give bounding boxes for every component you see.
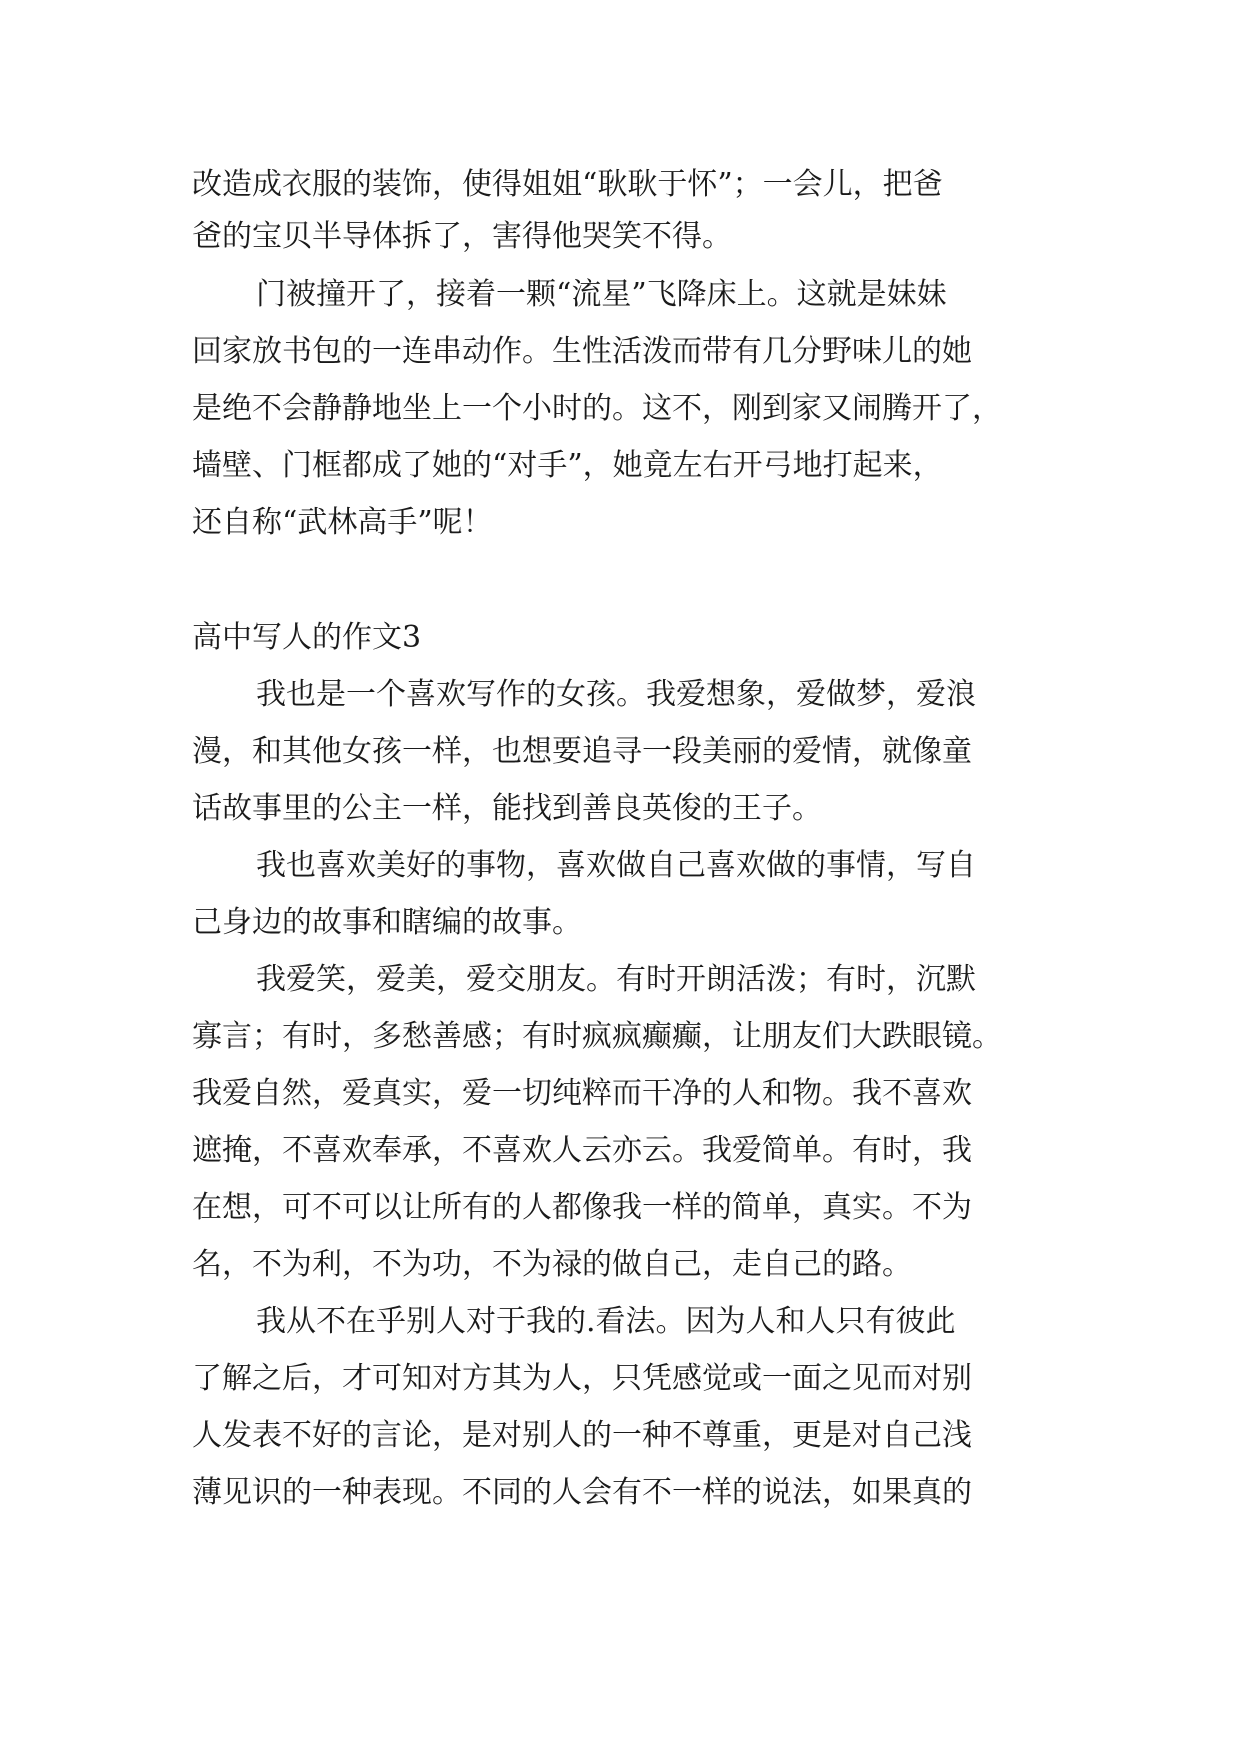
paragraph-line: 还自称“武林高手”呢！ [192, 505, 493, 540]
paragraph-line: 回家放书包的一连串动作。生性活泼而带有几分野味儿的她 [192, 334, 972, 369]
paragraph-line: 改造成衣服的装饰，使得姐姐“耿耿于怀”；一会儿，把爸 [192, 167, 943, 202]
paragraph-line: 我爱自然，爱真实，爱一切纯粹而干净的人和物。我不喜欢 [192, 1076, 972, 1111]
paragraph-line: 话故事里的公主一样，能找到善良英俊的王子。 [192, 791, 822, 826]
section-heading: 高中写人的作文3 [192, 620, 422, 655]
paragraph-line: 名，不为利，不为功，不为禄的做自己，走自己的路。 [192, 1247, 912, 1282]
paragraph-line: 我从不在乎别人对于我的.看法。因为人和人只有彼此 [256, 1304, 956, 1339]
paragraph-line: 薄见识的一种表现。不同的人会有不一样的说法，如果真的 [192, 1475, 972, 1510]
paragraph-line: 己身边的故事和瞎编的故事。 [192, 905, 582, 940]
paragraph-line: 漫，和其他女孩一样，也想要追寻一段美丽的爱情，就像童 [192, 734, 972, 769]
paragraph-line: 我也是一个喜欢写作的女孩。我爱想象，爱做梦，爱浪 [256, 677, 976, 712]
paragraph-line: 我爱笑，爱美，爱交朋友。有时开朗活泼；有时，沉默 [256, 962, 976, 997]
paragraph-line: 了解之后，才可知对方其为人，只凭感觉或一面之见而对别 [192, 1361, 972, 1396]
paragraph-line: 在想，可不可以让所有的人都像我一样的简单，真实。不为 [192, 1190, 972, 1225]
paragraph-line: 门被撞开了，接着一颗“流星”飞降床上。这就是妹妹 [256, 277, 947, 312]
paragraph-line: 是绝不会静静地坐上一个小时的。这不，刚到家又闹腾开了， [192, 391, 1002, 426]
paragraph-line: 我也喜欢美好的事物，喜欢做自己喜欢做的事情，写自 [256, 848, 976, 883]
paragraph-line: 寡言；有时，多愁善感；有时疯疯癫癫，让朋友们大跌眼镜。 [192, 1019, 1002, 1054]
paragraph-line: 遮掩，不喜欢奉承，不喜欢人云亦云。我爱简单。有时，我 [192, 1133, 972, 1168]
paragraph-line: 墙壁、门框都成了她的“对手”，她竟左右开弓地打起来， [192, 448, 943, 483]
paragraph-line: 爸的宝贝半导体拆了，害得他哭笑不得。 [192, 219, 732, 254]
paragraph-line: 人发表不好的言论，是对别人的一种不尊重，更是对自己浅 [192, 1418, 972, 1453]
